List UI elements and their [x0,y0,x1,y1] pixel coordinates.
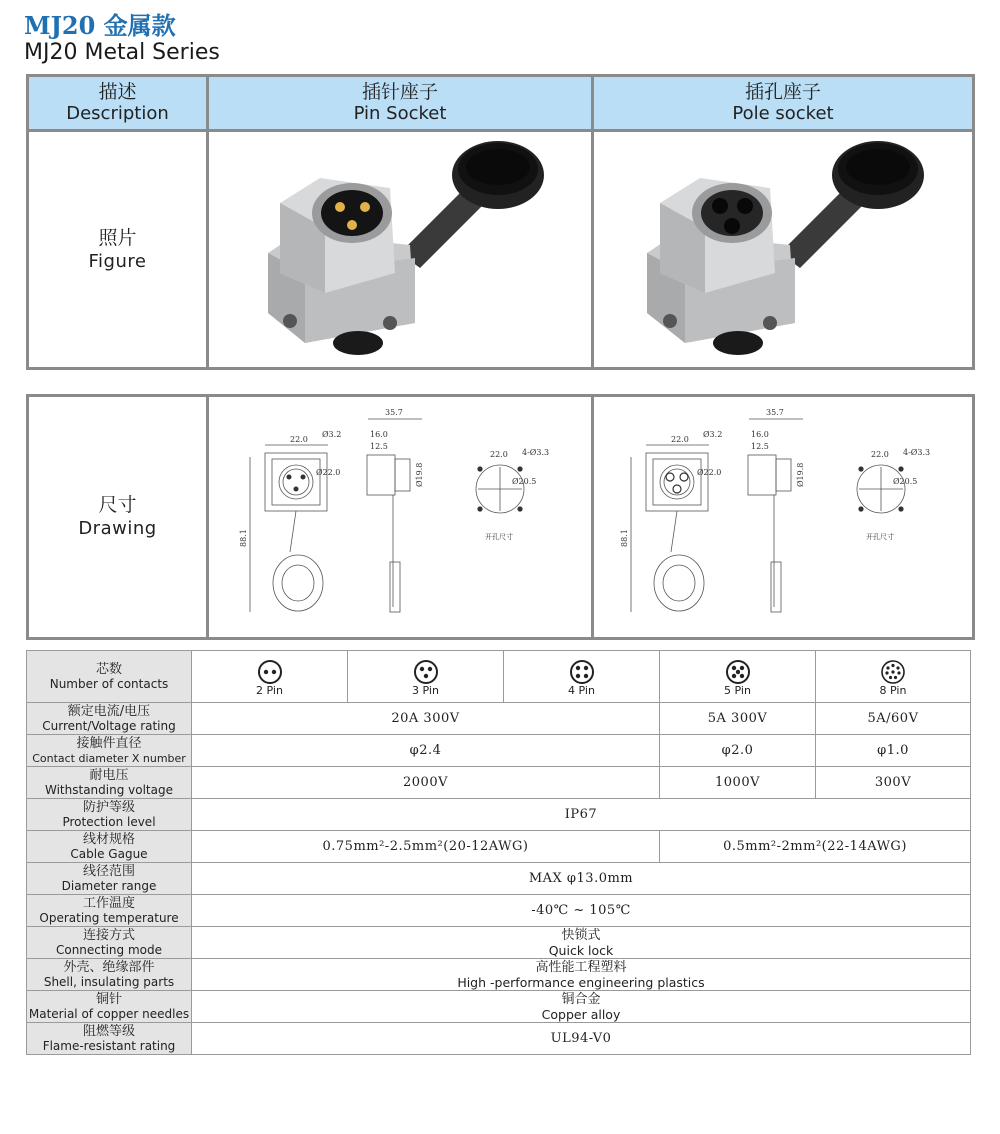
dim-220b: 22.0 [871,450,889,459]
dim-881: 88.1 [620,529,629,547]
pole-socket-connector-image [595,133,971,363]
spec-rating-value-1: 20A 300V [192,703,660,735]
spec-connect-cn: 连接方式 [82,927,135,943]
pin-5-icon [725,659,751,685]
spec-copper-value [192,991,971,1023]
figure-table [26,74,975,370]
spec-shell-en: Shell, insulating parts [43,974,175,989]
spec-flame-value: UL94-V0 [192,1023,971,1055]
dim-d198: Ø19.8 [415,462,424,487]
pole-socket-dimension-drawing [595,397,971,633]
spec-range-en: Diameter range [61,878,157,893]
spec-table [26,650,971,1055]
pin-5-label: 5 Pin [724,683,751,697]
spec-copper-en: Material of copper needles [28,1006,190,1021]
dim-125: 12.5 [751,442,769,451]
dim-d32: Ø3.2 [703,430,723,439]
spec-temp-en: Operating temperature [39,910,179,925]
header-pole-socket-en: Pole socket [732,103,834,124]
dim-d205: Ø20.5 [893,477,918,486]
spec-flame-en: Flame-resistant rating [42,1038,176,1053]
drawing-label-en: Drawing [78,518,157,539]
header-pin-socket [208,76,593,131]
spec-withstand-key [27,767,192,799]
spec-diameter-cn: 接触件直径 [76,735,142,751]
spec-shell-value-cn: 高性能工程塑料 [535,959,627,975]
dim-d33: 4-Ø3.3 [522,448,550,457]
dim-cutout: 开孔尺寸 [866,533,894,541]
pin-2-icon [257,659,283,685]
dim-160: 16.0 [370,430,388,439]
spec-shell-key [27,959,192,991]
pole-socket-photo [593,131,974,369]
spec-withstand-en: Withstanding voltage [45,782,173,797]
dim-d220: Ø22.0 [316,468,341,477]
spec-shell-cn: 外壳、绝缘部件 [63,959,155,975]
drawing-label-cn: 尺寸 [98,494,137,516]
pin-2-label: 2 Pin [256,683,283,697]
pin-socket-photo [208,131,593,369]
dim-22: 22.0 [671,435,689,444]
spec-diameter-en: Contact diameter X number [32,751,186,765]
spec-rating-cn: 额定电流/电压 [67,703,151,719]
spec-connect-value-en: Quick lock [548,942,614,958]
spec-diameter-key [27,735,192,767]
dim-cutout: 开孔尺寸 [485,533,513,541]
figure-label-en: Figure [88,250,147,272]
dim-d205: Ø20.5 [512,477,537,486]
spec-copper-value-cn: 铜合金 [561,991,601,1007]
pin-4-label: 4 Pin [568,683,595,697]
spec-temp-value: -40℃ ~ 105℃ [192,895,971,927]
pin-3-cell [348,651,504,703]
spec-protection-key [27,799,192,831]
pole-socket-drawing [593,396,974,639]
spec-contacts-en: Number of contacts [49,676,169,691]
dim-160: 16.0 [751,430,769,439]
spec-cable-key [27,831,192,863]
pin-socket-connector-image [210,133,590,363]
spec-connect-value [192,927,971,959]
dim-d220: Ø22.0 [697,468,722,477]
spec-flame-cn: 阻燃等级 [82,1023,135,1039]
figure-label [28,131,208,369]
spec-rating-key [27,703,192,735]
spec-copper-key [27,991,192,1023]
pin-4-icon [569,659,595,685]
spec-diameter-value-2: φ2.0 [660,735,816,767]
pin-5-cell [660,651,816,703]
pin-3-label: 3 Pin [412,683,439,697]
spec-diameter-value-1: φ2.4 [192,735,660,767]
dim-357: 35.7 [385,408,403,417]
spec-withstand-value-2: 1000V [660,767,816,799]
header-pole-socket-cn: 插孔座子 [744,81,821,103]
spec-rating-en: Current/Voltage rating [42,718,176,733]
dim-d33: 4-Ø3.3 [903,448,931,457]
spec-diameter-value-3: φ1.0 [816,735,971,767]
dim-d198: Ø19.8 [796,462,805,487]
pin-8-cell [816,651,971,703]
page-title-en: MJ20 Metal Series [24,40,220,65]
spec-connect-value-cn: 快锁式 [561,927,601,943]
spec-cable-value-1: 0.75mm²-2.5mm²(20-12AWG) [192,831,660,863]
spec-cable-en: Cable Gague [70,846,148,861]
spec-range-cn: 线径范围 [82,863,135,879]
header-description-en: Description [66,103,169,124]
spec-range-key [27,863,192,895]
spec-protection-en: Protection level [62,814,156,829]
spec-rating-value-2: 5A 300V [660,703,816,735]
spec-range-value: MAX φ13.0mm [192,863,971,895]
spec-connect-en: Connecting mode [55,942,163,957]
spec-contacts-key [27,651,192,703]
dim-220b: 22.0 [490,450,508,459]
pin-8-icon [880,659,906,685]
spec-withstand-cn: 耐电压 [89,767,129,783]
drawing-label [28,396,208,639]
spec-temp-cn: 工作温度 [82,895,135,911]
header-pin-socket-en: Pin Socket [353,103,447,124]
drawing-table [26,394,975,640]
pin-socket-dimension-drawing [210,397,590,633]
spec-flame-key [27,1023,192,1055]
spec-temp-key [27,895,192,927]
header-description [28,76,208,131]
spec-protection-value: IP67 [192,799,971,831]
dim-881: 88.1 [239,529,248,547]
spec-protection-cn: 防护等级 [82,799,135,815]
spec-withstand-value-1: 2000V [192,767,660,799]
dim-d32: Ø3.2 [322,430,342,439]
header-pole-socket [593,76,974,131]
page-title-cn: MJ20 金属款 [24,11,176,40]
spec-contacts-cn: 芯数 [95,661,122,677]
pin-8-label: 8 Pin [879,683,907,697]
pin-4-cell [504,651,660,703]
spec-rating-value-3: 5A/60V [816,703,971,735]
spec-copper-value-en: Copper alloy [541,1006,621,1022]
pin-3-icon [413,659,439,685]
spec-cable-value-2: 0.5mm²-2mm²(22-14AWG) [660,831,971,863]
dim-357: 35.7 [766,408,784,417]
spec-copper-cn: 铜针 [95,991,122,1007]
figure-label-cn: 照片 [98,226,137,249]
pin-2-cell [192,651,348,703]
header-description-cn: 描述 [98,81,137,103]
pin-socket-drawing [208,396,593,639]
spec-shell-value [192,959,971,991]
spec-withstand-value-3: 300V [816,767,971,799]
dim-22: 22.0 [290,435,308,444]
dim-125: 12.5 [370,442,388,451]
spec-shell-value-en: High -performance engineering plastics [457,974,705,990]
spec-cable-cn: 线材规格 [82,831,135,847]
spec-connect-key [27,927,192,959]
header-pin-socket-cn: 插针座子 [361,81,438,103]
